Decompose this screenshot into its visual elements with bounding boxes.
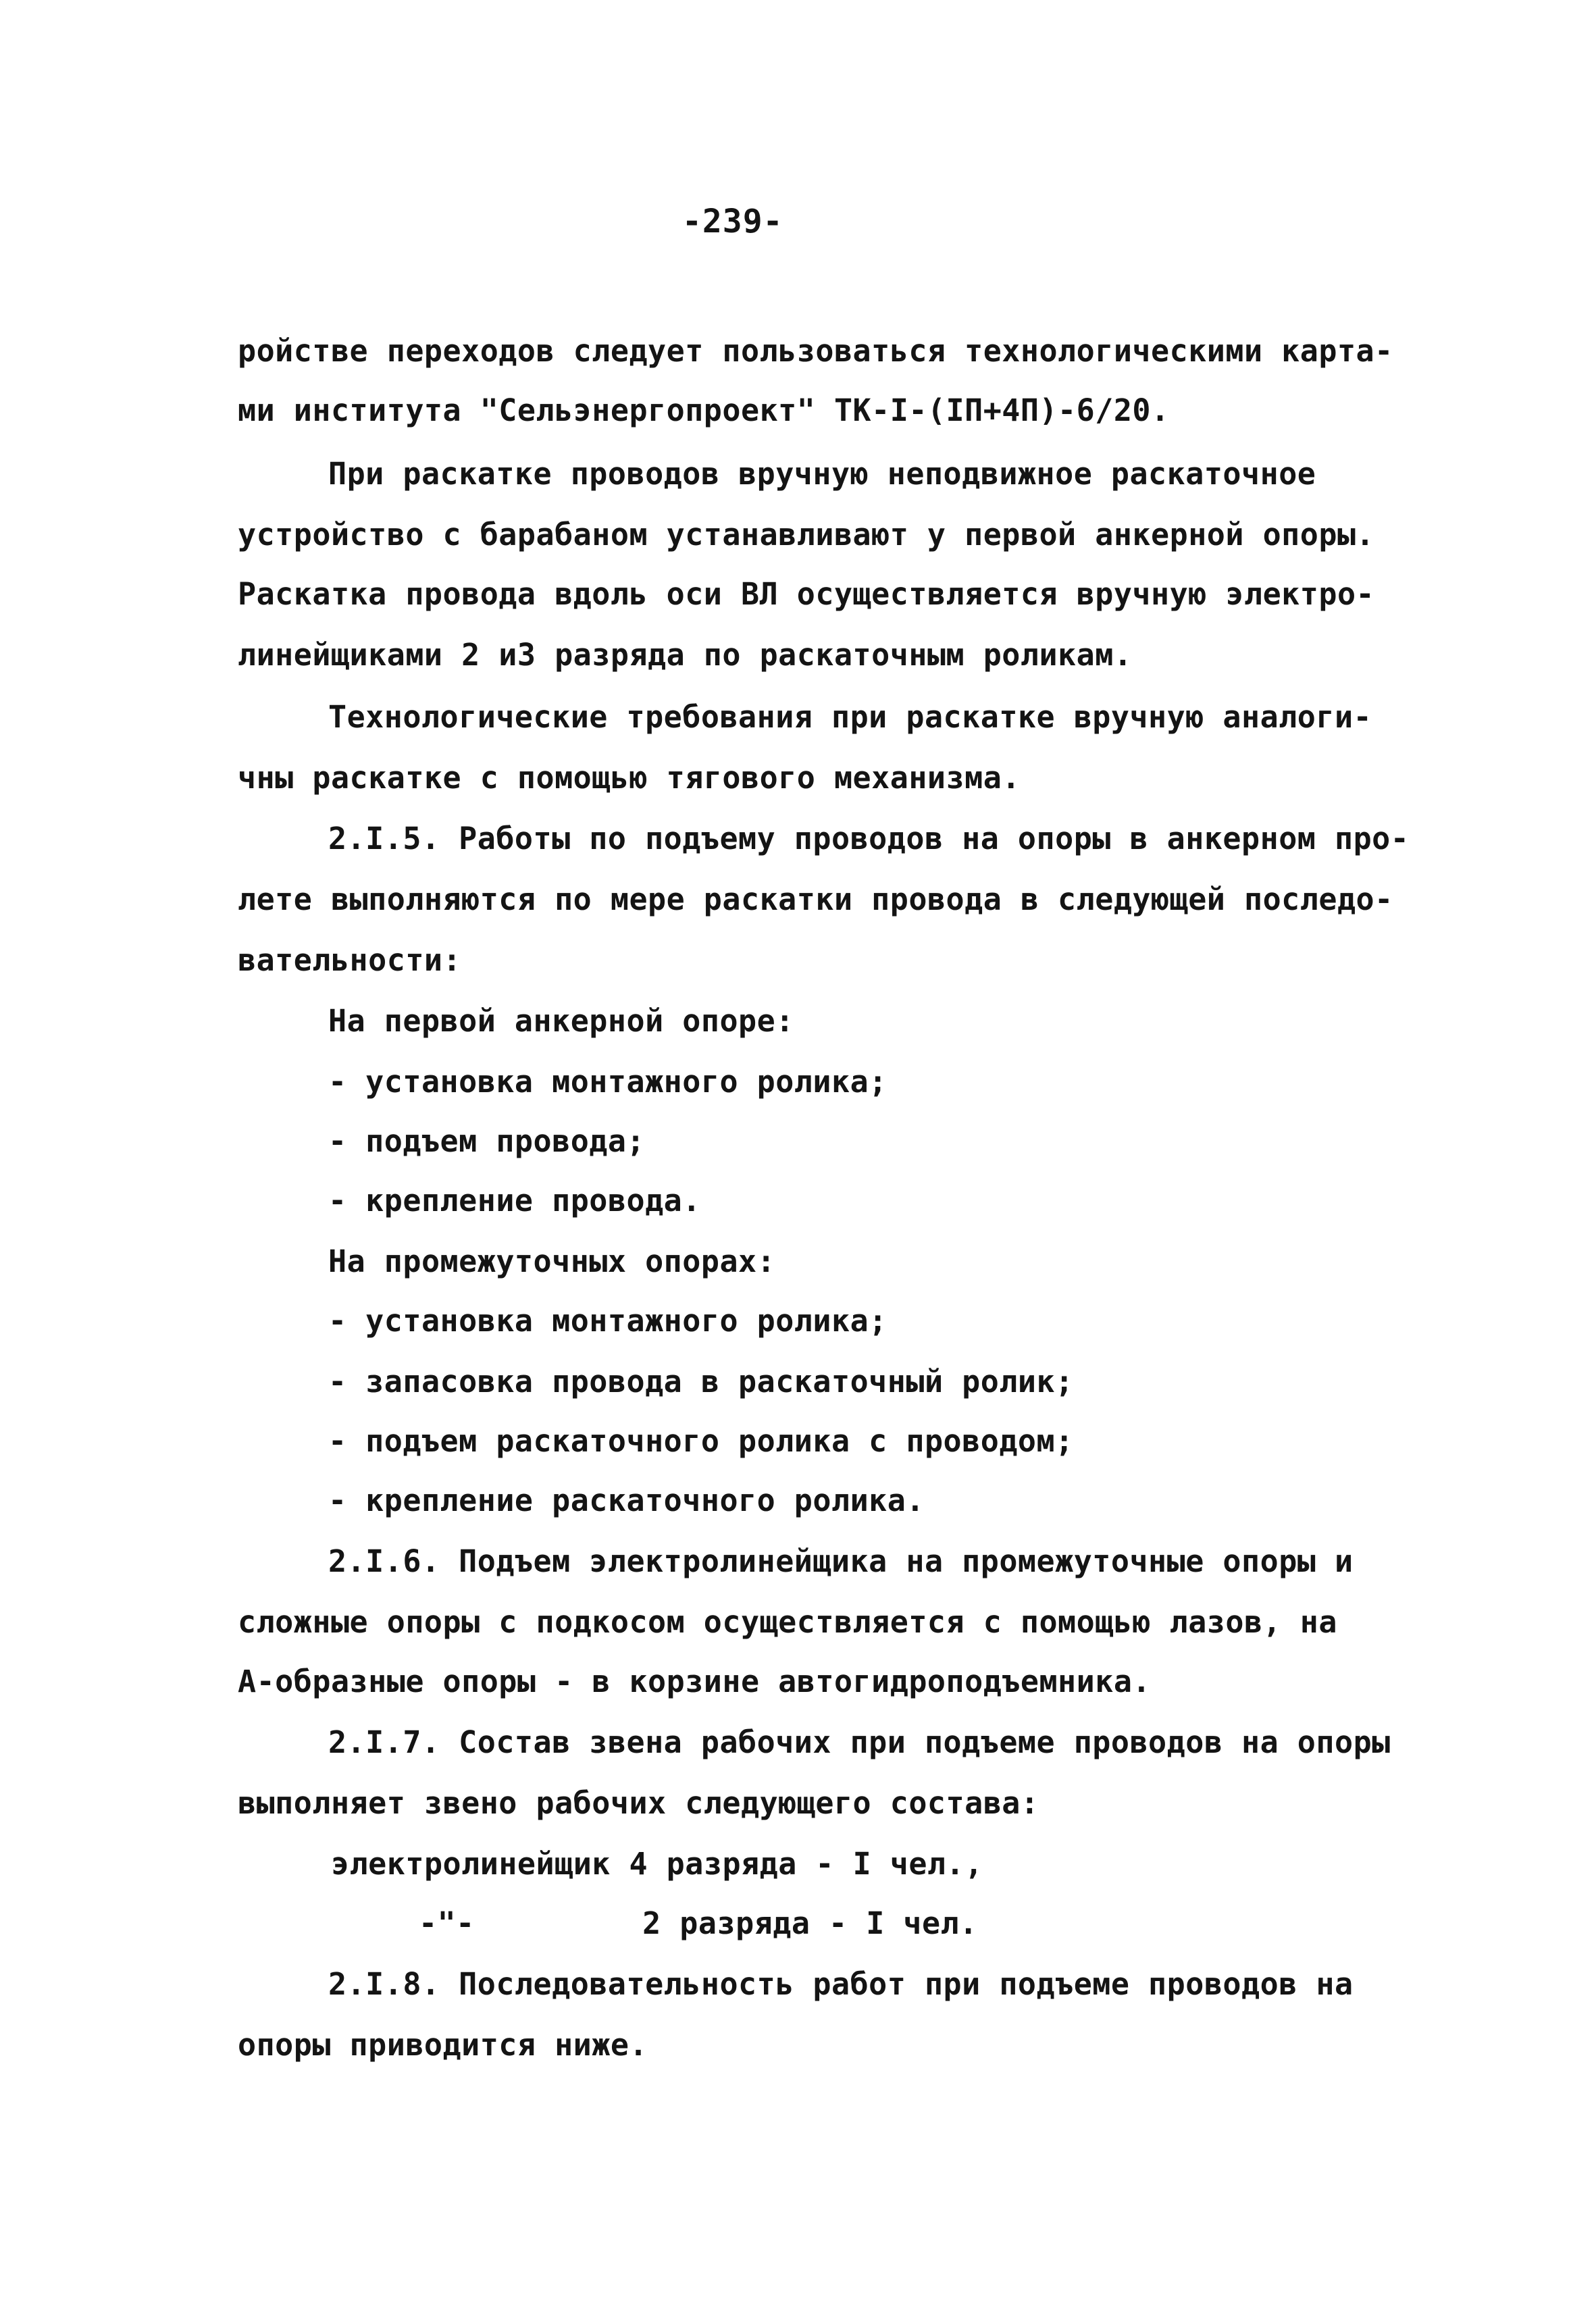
text-line: выполняет звено рабочих следующего состава: — [238, 1785, 1039, 1821]
text-line: чны раскатке с помощью тягового механизма. — [238, 760, 1021, 796]
list-item: - установка монтажного ролика; — [328, 1303, 887, 1339]
text-line: 2.I.7. Состав звена рабочих при подъеме проводов на опоры — [328, 1724, 1391, 1760]
text-line: Раскатка провода вдоль оси ВЛ осуществляется вручную электро- — [238, 576, 1375, 612]
list-item: - подъем раскаточного ролика с проводом; — [328, 1423, 1074, 1459]
list-item: - запасовка провода в раскаточный ролик; — [328, 1364, 1074, 1399]
text-line: Технологические требования при раскатке вручную аналоги- — [328, 699, 1372, 735]
page-number: -239- — [682, 203, 783, 240]
text-line: лете выполняются по мере раскатки провода в следующей последо- — [238, 881, 1393, 917]
list-item: - крепление провода. — [328, 1183, 701, 1218]
text-line: сложные опоры с подкосом осуществляется с помощью лазов, на — [238, 1604, 1337, 1640]
text-line: 2.I.8. Последовательность работ при подъеме проводов на — [328, 1966, 1354, 2002]
text-line: На первой анкерной опоре: — [328, 1003, 794, 1039]
text-line: На промежуточных опорах: — [328, 1243, 776, 1279]
text-line: устройство с барабаном устанавливают у первой анкерной опоры. — [238, 517, 1375, 552]
text-line: опоры приводится ниже. — [238, 2027, 648, 2063]
text-line: А-образные опоры - в корзине автогидроподъемника. — [238, 1664, 1152, 1699]
list-item: - установка монтажного ролика; — [328, 1064, 887, 1100]
text-line: ми института "Сельэнергопроект" ТК-I-(IП+4П)-6/20. — [238, 392, 1170, 428]
text-line: При раскатке проводов вручную неподвижное раскаточное — [328, 456, 1316, 492]
list-item: - подъем провода; — [328, 1123, 646, 1159]
text-line: 2.I.6. Подъем электролинейщика на промежуточные опоры и — [328, 1543, 1354, 1579]
text-line: -"- 2 разряда - I чел. — [419, 1905, 978, 1941]
list-item: - крепление раскаточного ролика. — [328, 1483, 925, 1518]
text-line: 2.I.5. Работы по подъему проводов на опоры в анкерном про- — [328, 821, 1410, 856]
text-line: ройстве переходов следует пользоваться технологическими карта- — [238, 333, 1393, 369]
text-line: линейщиками 2 и3 разряда по раскаточным роликам. — [238, 637, 1133, 673]
text-line: вательности: — [238, 942, 462, 978]
text-line: электролинейщик 4 разряда - I чел., — [331, 1846, 983, 1882]
